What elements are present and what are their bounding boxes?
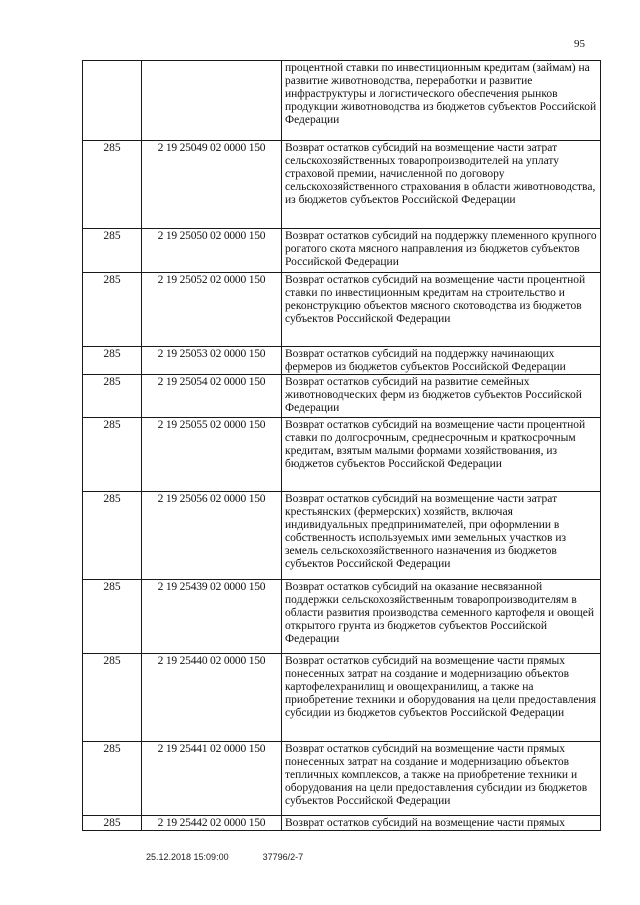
row-admin-code: 285 [83, 580, 142, 654]
row-description: Возврат остатков субсидий на оказание несвязанной поддержки сельскохозяйственным товаропроизводителям в области развития производства семенного картофеля и овощей открытого грунта из бюджетов субъектов Российской Федерации [282, 580, 601, 654]
row-budget-code: 2 19 25441 02 0000 150 [142, 742, 282, 816]
table-row [83, 492, 601, 580]
table-row [83, 347, 601, 375]
row-description: процентной ставки по инвестиционным кредитам (займам) на развитие животноводства, переработки и развитие инфраструктуры и логистического обеспечения рынков продукции животноводства из бюджетов субъектов Российской Федерации [282, 61, 601, 141]
row-description: Возврат остатков субсидий на возмещение части процентной ставки по долгосрочным, среднесрочным и краткосрочным кредитам, взятым малыми формами хозяйствования, из бюджетов субъектов Российской Федерации [282, 418, 601, 492]
row-description: Возврат остатков субсидий на возмещение части процентной ставки по инвестиционным кредитам на строительство и реконструкцию объектов мясного скотоводства из бюджетов субъектов Российской Федерации [282, 273, 601, 347]
row-admin-code: 285 [83, 816, 142, 831]
row-description: Возврат остатков субсидий на поддержку племенного крупного рогатого скота мясного направления из бюджетов субъектов Российской Федерации [282, 229, 601, 273]
row-admin-code [83, 61, 142, 141]
table-row [83, 273, 601, 347]
footer-document-id: 37796/2-7 [262, 852, 304, 862]
row-description: Возврат остатков субсидий на возмещение части прямых [282, 816, 601, 831]
row-admin-code: 285 [83, 273, 142, 347]
row-description: Возврат остатков субсидий на возмещение части прямых понесенных затрат на создание и модернизацию объектов тепличных комплексов, а также на приобретение техники и оборудования на цели предоставления субсидии из бюджетов субъектов Российской Федерации [282, 742, 601, 816]
table-row [83, 375, 601, 418]
row-admin-code: 285 [83, 742, 142, 816]
table-row [83, 61, 601, 141]
row-admin-code: 285 [83, 229, 142, 273]
row-description: Возврат остатков субсидий на возмещение части затрат крестьянских (фермерских) хозяйств, включая индивидуальных предпринимателей, при оформлении в собственность используемых ими земельных участков из земель сельскохозяйственного назначения из бюджетов субъектов Российской Федерации [282, 492, 601, 580]
table-row [83, 742, 601, 816]
row-budget-code: 2 19 25055 02 0000 150 [142, 418, 282, 492]
table-row [83, 418, 601, 492]
row-admin-code: 285 [83, 141, 142, 229]
row-description: Возврат остатков субсидий на возмещение части прямых понесенных затрат на создание и модернизацию объектов картофелехранилищ и овощехранилищ, а также на приобретение техники и оборудования на цели предоставления субсидии из бюджетов субъектов Российской Федерации [282, 654, 601, 742]
row-budget-code: 2 19 25052 02 0000 150 [142, 273, 282, 347]
row-description: Возврат остатков субсидий на развитие семейных животноводческих ферм из бюджетов субъектов Российской Федерации [282, 375, 601, 418]
budget-classification-table [82, 60, 601, 831]
row-budget-code: 2 19 25439 02 0000 150 [142, 580, 282, 654]
table-row [83, 580, 601, 654]
row-admin-code: 285 [83, 347, 142, 375]
row-description: Возврат остатков субсидий на поддержку начинающих фермеров из бюджетов субъектов Российской Федерации [282, 347, 601, 375]
row-budget-code: 2 19 25054 02 0000 150 [142, 375, 282, 418]
footer-timestamp: 25.12.2018 15:09:00 [146, 852, 229, 862]
row-budget-code: 2 19 25440 02 0000 150 [142, 654, 282, 742]
row-budget-code: 2 19 25442 02 0000 150 [142, 816, 282, 831]
page-footer [146, 852, 303, 862]
row-admin-code: 285 [83, 492, 142, 580]
row-admin-code: 285 [83, 654, 142, 742]
table-row [83, 229, 601, 273]
row-description: Возврат остатков субсидий на возмещение части затрат сельскохозяйственных товаропроизводителей на уплату страховой премии, начисленной по договору сельскохозяйственного страхования в области животноводства, из бюджетов субъектов Российской Федерации [282, 141, 601, 229]
page-number: 95 [574, 38, 585, 50]
row-admin-code: 285 [83, 375, 142, 418]
row-budget-code: 2 19 25049 02 0000 150 [142, 141, 282, 229]
table-row [83, 141, 601, 229]
row-budget-code [142, 61, 282, 141]
row-budget-code: 2 19 25053 02 0000 150 [142, 347, 282, 375]
table-body [83, 61, 601, 831]
row-budget-code: 2 19 25050 02 0000 150 [142, 229, 282, 273]
row-budget-code: 2 19 25056 02 0000 150 [142, 492, 282, 580]
row-admin-code: 285 [83, 418, 142, 492]
table-row [83, 654, 601, 742]
table-row [83, 816, 601, 831]
